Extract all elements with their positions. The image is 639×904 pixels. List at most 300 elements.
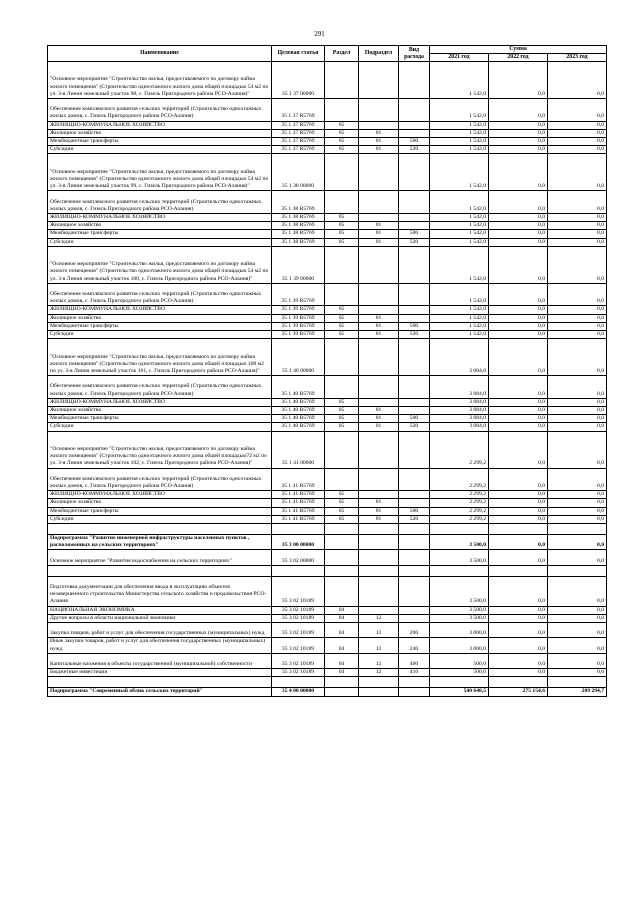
row-section: 05 [325,491,359,499]
table-row [48,322,607,330]
row-target: 35 3 02 00000 [272,550,325,565]
row-sum-2022: 0,0 [489,138,548,146]
row-sum-2021: 3 084,0 [430,407,489,415]
row-sum-2022: 0,0 [489,283,548,306]
row-section: 05 [325,146,359,154]
header-section: Раздел [325,46,359,62]
row-name: ЖИЛИЩНО-КОММУНАЛЬНОЕ ХОЗЯЙСТВО [48,491,272,499]
row-name: "Основное мероприятие "Строительство жилья, предоставляемого по договору найма жилого помещения" (Строительство одноэтажного жилого дома общей площадью 54 м2 по ул. 3-я Линия земельный участок 98, с. Гизель Пригородного района РСО-Алания)" [48,62,272,99]
row-target: 35 1 41 R5769 [272,499,325,507]
table-body [48,62,607,697]
table-row [48,535,607,550]
row-expense-type [399,246,430,283]
row-sum-2021: 1 542,0 [430,230,489,238]
row-sum-2023: 0,0 [548,314,607,322]
row-section: 04 [325,638,359,653]
row-expense-type: 500 [399,507,430,515]
row-section: 05 [325,230,359,238]
row-subsection [359,468,399,491]
row-sum-2023: 0,0 [548,653,607,668]
table-row [48,283,607,306]
row-target: 35 3 02 10189 [272,653,325,668]
row-target: 35 1 41 R5769 [272,468,325,491]
row-sum-2021: 2 299,2 [430,468,489,491]
row-target: 35 1 37 R5769 [272,121,325,129]
row-sum-2021: 1 542,0 [430,222,489,230]
row-section [325,339,359,376]
table-row [48,99,607,122]
row-sum-2022: 0,0 [489,669,548,677]
row-name: Подготовка документации для обеспечения ввода в эксплуатацию объектов незавершенного строительства Министерства сельского хозяйства и продовольствия РСО-Алания [48,576,272,606]
row-expense-type [399,491,430,499]
row-section: 05 [325,415,359,423]
row-name: Межбюджетные трансферты [48,138,272,146]
row-sum-2023: 0,0 [548,423,607,431]
spacer-cell [359,677,399,688]
spacer-row [48,524,607,535]
row-section: 05 [325,306,359,314]
page-number: 291 [314,30,325,38]
row-section: 04 [325,653,359,668]
row-expense-type: 520 [399,331,430,339]
row-target: 35 1 40 R5769 [272,415,325,423]
row-sum-2022: 0,0 [489,129,548,137]
table-row [48,246,607,283]
table-row [48,339,607,376]
row-target: 35 1 41 R5769 [272,507,325,515]
row-sum-2021: 500,0 [430,669,489,677]
table-row [48,499,607,507]
row-sum-2022: 0,0 [489,322,548,330]
row-name: Межбюджетные трансферты [48,415,272,423]
row-subsection: 01 [359,230,399,238]
row-sum-2023: 0,0 [548,468,607,491]
row-sum-2023: 0,0 [548,576,607,606]
row-sum-2021: 3 500,0 [430,614,489,622]
row-sum-2023: 0,0 [548,230,607,238]
row-target: 35 3 02 10189 [272,614,325,622]
spacer-cell [548,565,607,576]
row-sum-2021: 500,0 [430,653,489,668]
row-sum-2021: 3 500,0 [430,535,489,550]
row-section [325,535,359,550]
row-section: 05 [325,407,359,415]
row-expense-type: 410 [399,669,430,677]
row-section: 05 [325,398,359,406]
header-2021: 2021 год [430,54,489,62]
row-target: 35 4 00 00000 [272,688,325,696]
table-row [48,214,607,222]
row-subsection [359,62,399,99]
row-sum-2022: 275 154,6 [489,688,548,696]
row-sum-2021: 1 542,0 [430,314,489,322]
row-sum-2021: 1 542,0 [430,322,489,330]
table-row [48,222,607,230]
row-sum-2021: 1 542,0 [430,62,489,99]
row-subsection: 01 [359,146,399,154]
row-subsection [359,154,399,191]
spacer-cell [548,677,607,688]
row-name: Субсидии [48,423,272,431]
row-section: 05 [325,515,359,523]
table-row [48,576,607,606]
row-sum-2023: 0,0 [548,376,607,399]
row-subsection: 01 [359,129,399,137]
row-sum-2023: 0,0 [548,129,607,137]
spacer-cell [325,677,359,688]
row-section: 04 [325,623,359,638]
table-row [48,550,607,565]
row-expense-type [399,688,430,696]
row-subsection: 01 [359,322,399,330]
row-sum-2021: 1 542,0 [430,121,489,129]
row-sum-2022: 0,0 [489,146,548,154]
row-expense-type [399,283,430,306]
row-name: ЖИЛИЩНО-КОММУНАЛЬНОЕ ХОЗЯЙСТВО [48,214,272,222]
row-section [325,376,359,399]
row-sum-2023: 0,0 [548,222,607,230]
row-sum-2023: 0,0 [548,339,607,376]
row-expense-type: 400 [399,653,430,668]
row-sum-2023: 0,0 [548,331,607,339]
row-sum-2023: 0,0 [548,322,607,330]
row-section [325,576,359,606]
spacer-cell [359,565,399,576]
row-sum-2023: 0,0 [548,121,607,129]
row-section: 05 [325,322,359,330]
row-name: Закупка товаров, работ и услуг для обеспечения государственных (муниципальных) нужд [48,623,272,638]
row-sum-2021: 3 084,0 [430,376,489,399]
row-target: 35 1 38 R5769 [272,214,325,222]
spacer-cell [48,677,272,688]
row-target: 35 1 41 00000 [272,431,325,468]
row-name: Субсидии [48,331,272,339]
row-name: Бюджетные инвестиции [48,669,272,677]
row-sum-2021: 2 299,2 [430,431,489,468]
row-subsection [359,99,399,122]
row-sum-2023: 0,0 [548,246,607,283]
table-row [48,146,607,154]
table-row [48,331,607,339]
row-name: Подпрограмма "Современный облик сельских территорий" [48,688,272,696]
row-section [325,191,359,214]
row-expense-type [399,606,430,614]
row-subsection [359,214,399,222]
row-target: 35 1 41 R5769 [272,515,325,523]
row-subsection [359,191,399,214]
row-subsection [359,283,399,306]
row-sum-2023: 0,0 [548,499,607,507]
spacer-cell [399,565,430,576]
row-expense-type: 520 [399,146,430,154]
row-expense-type [399,499,430,507]
row-subsection [359,431,399,468]
row-sum-2022: 0,0 [489,214,548,222]
row-subsection: 12 [359,614,399,622]
row-target: 35 3 02 10189 [272,576,325,606]
row-subsection: 12 [359,669,399,677]
row-sum-2022: 0,0 [489,431,548,468]
row-expense-type [399,121,430,129]
row-section [325,62,359,99]
row-sum-2022: 0,0 [489,653,548,668]
row-name: НАЦИОНАЛЬНАЯ ЭКОНОМИКА [48,606,272,614]
row-sum-2021: 1 542,0 [430,214,489,222]
header-row [48,46,607,54]
row-expense-type: 520 [399,515,430,523]
row-name: Жилищное хозяйство [48,129,272,137]
row-target: 35 1 38 00000 [272,154,325,191]
row-target: 35 1 37 R5769 [272,146,325,154]
row-expense-type [399,407,430,415]
row-target: 35 1 39 R5769 [272,283,325,306]
row-subsection: 01 [359,499,399,507]
row-section [325,99,359,122]
row-target: 35 1 40 00000 [272,339,325,376]
row-sum-2021: 3 000,0 [430,638,489,653]
row-section: 05 [325,331,359,339]
spacer-cell [430,677,489,688]
row-sum-2021: 1 542,0 [430,306,489,314]
row-sum-2023: 0,0 [548,407,607,415]
row-sum-2022: 0,0 [489,535,548,550]
spacer-cell [272,565,325,576]
row-target: 35 1 37 R5769 [272,99,325,122]
row-sum-2022: 0,0 [489,507,548,515]
row-sum-2021: 1 542,0 [430,129,489,137]
header-sum: Сумма [430,46,607,54]
row-name: "Основное мероприятие "Строительство жилья, предоставляемого по договору найма жилого помещения" (Строительство одноэтажного жилого дома общей площадью 54 м2 по ул. 3-я Линия земельный участок 99, с. Гизель Пригородного района РСО-Алания)" [48,154,272,191]
row-section [325,154,359,191]
row-sum-2022: 0,0 [489,154,548,191]
table-row [48,415,607,423]
table-row [48,191,607,214]
row-sum-2022: 0,0 [489,121,548,129]
row-name: Капитальные вложения в объекты государственной (муниципальной) собственности [48,653,272,668]
row-name: Жилищное хозяйство [48,314,272,322]
row-expense-type [399,398,430,406]
row-expense-type [399,306,430,314]
row-sum-2023: 0,0 [548,99,607,122]
row-sum-2021: 1 542,0 [430,138,489,146]
row-sum-2021: 2 299,2 [430,499,489,507]
row-expense-type [399,535,430,550]
row-sum-2022: 0,0 [489,606,548,614]
row-name: "Основное мероприятие "Строительство жилья, предоставляемого по договору найма жилого помещения" (Строительство одноэтажного жилого дома общей площадью72 м2 по ул. 3-я Линия земельный участок 102, с. Гизель Пригородного района РСО-Алания)" [48,431,272,468]
row-expense-type [399,62,430,99]
row-expense-type [399,376,430,399]
table-row [48,623,607,638]
row-sum-2022: 0,0 [489,230,548,238]
row-sum-2023: 0,0 [548,283,607,306]
row-subsection [359,121,399,129]
row-subsection: 12 [359,623,399,638]
spacer-row [48,565,607,576]
row-name: Жилищное хозяйство [48,499,272,507]
table-row [48,606,607,614]
row-section: 05 [325,214,359,222]
row-subsection: 01 [359,407,399,415]
spacer-cell [325,565,359,576]
row-subsection [359,550,399,565]
row-sum-2022: 0,0 [489,515,548,523]
row-target: 35 3 02 10189 [272,669,325,677]
row-sum-2023: 0,0 [548,415,607,423]
spacer-cell [272,677,325,688]
row-sum-2023: 0,0 [548,614,607,622]
row-target: 35 1 39 R5769 [272,322,325,330]
table-row [48,314,607,322]
spacer-cell [399,524,430,535]
table-row [48,238,607,246]
row-sum-2021: 3 000,0 [430,623,489,638]
row-sum-2023: 0,0 [548,398,607,406]
row-expense-type: 500 [399,322,430,330]
spacer-cell [399,677,430,688]
row-sum-2023: 0,0 [548,669,607,677]
row-sum-2021: 1 542,0 [430,283,489,306]
table-row [48,423,607,431]
row-sum-2021: 3 500,0 [430,550,489,565]
row-sum-2022: 0,0 [489,423,548,431]
row-sum-2021: 1 542,0 [430,146,489,154]
row-sum-2022: 0,0 [489,339,548,376]
row-sum-2023: 0,0 [548,238,607,246]
spacer-cell [489,524,548,535]
row-subsection [359,576,399,606]
row-target: 35 1 39 R5769 [272,331,325,339]
row-sum-2022: 0,0 [489,398,548,406]
row-sum-2021: 1 542,0 [430,238,489,246]
row-sum-2021: 2 299,2 [430,507,489,515]
row-expense-type [399,468,430,491]
row-sum-2023: 0,0 [548,507,607,515]
row-expense-type [399,314,430,322]
row-section: 05 [325,129,359,137]
spacer-cell [272,524,325,535]
row-target: 35 1 37 R5769 [272,129,325,137]
table-row [48,614,607,622]
row-expense-type [399,129,430,137]
table-row [48,121,607,129]
row-target: 35 1 39 R5769 [272,306,325,314]
header-target: Целевая статья [272,46,325,62]
row-section: 04 [325,606,359,614]
row-section: 05 [325,222,359,230]
table-row [48,515,607,523]
row-sum-2021: 1 542,0 [430,191,489,214]
row-target: 35 1 38 R5769 [272,191,325,214]
row-sum-2022: 0,0 [489,623,548,638]
row-sum-2023: 209 294,7 [548,688,607,696]
spacer-cell [48,524,272,535]
row-subsection: 01 [359,238,399,246]
row-name: Субсидии [48,515,272,523]
table-row [48,468,607,491]
row-expense-type [399,550,430,565]
row-sum-2022: 0,0 [489,99,548,122]
header-subsection: Подраздел [359,46,399,62]
row-expense-type: 200 [399,623,430,638]
row-expense-type [399,99,430,122]
row-target: 35 1 38 R5769 [272,238,325,246]
spacer-cell [430,524,489,535]
row-target: 35 3 02 10189 [272,606,325,614]
row-sum-2022: 0,0 [489,550,548,565]
row-sum-2022: 0,0 [489,576,548,606]
row-target: 35 3 02 10189 [272,623,325,638]
row-sum-2021: 2 299,2 [430,515,489,523]
spacer-row [48,677,607,688]
row-sum-2022: 0,0 [489,62,548,99]
row-sum-2023: 0,0 [548,638,607,653]
table-row [48,62,607,99]
row-name: Иные закупки товаров, работ и услуг для обеспечения государственных (муниципальных) нужд [48,638,272,653]
row-expense-type: 500 [399,230,430,238]
row-expense-type: 500 [399,138,430,146]
row-name: ЖИЛИЩНО-КОММУНАЛЬНОЕ ХОЗЯЙСТВО [48,306,272,314]
row-sum-2023: 0,0 [548,306,607,314]
row-name: Обеспечение комплексного развития сельских территорий (Строительство одноэтажных жилых домов, с. Гизель Пригородного района РСО-Алания) [48,468,272,491]
row-section [325,468,359,491]
row-subsection: 01 [359,331,399,339]
row-expense-type: 240 [399,638,430,653]
row-sum-2021: 3 084,0 [430,415,489,423]
row-subsection: 01 [359,423,399,431]
table-row [48,154,607,191]
row-sum-2022: 0,0 [489,468,548,491]
row-section: 05 [325,138,359,146]
row-expense-type [399,154,430,191]
row-target: 35 3 00 00000 [272,535,325,550]
table-row [48,688,607,696]
row-target: 35 3 02 10189 [272,638,325,653]
row-sum-2022: 0,0 [489,499,548,507]
row-expense-type [399,222,430,230]
row-name: Межбюджетные трансферты [48,507,272,515]
row-sum-2023: 0,0 [548,146,607,154]
row-subsection: 01 [359,222,399,230]
row-section [325,283,359,306]
row-section: 05 [325,423,359,431]
table-row [48,398,607,406]
row-sum-2022: 0,0 [489,376,548,399]
spacer-cell [430,565,489,576]
table-row [48,653,607,668]
row-section: 05 [325,314,359,322]
row-sum-2023: 0,0 [548,62,607,99]
row-subsection [359,376,399,399]
spacer-cell [548,524,607,535]
row-name: Обеспечение комплексного развития сельских территорий (Строительство одноэтажных жилых домов, с. Гизель Пригородного района РСО-Алания) [48,376,272,399]
row-target: 35 1 40 R5769 [272,376,325,399]
row-expense-type [399,214,430,222]
row-name: Обеспечение комплексного развития сельских территорий (Строительство одноэтажных жилых домов, с. Гизель Пригородного района РСО-Алания) [48,99,272,122]
row-sum-2023: 0,0 [548,138,607,146]
table-row [48,491,607,499]
row-subsection [359,246,399,283]
row-target: 35 1 39 00000 [272,246,325,283]
row-sum-2023: 0,0 [548,606,607,614]
row-section [325,431,359,468]
header-name: Наименование [48,46,272,62]
row-sum-2021: 1 542,0 [430,331,489,339]
row-name: "Основное мероприятие "Строительство жилья, предоставляемого по договору найма жилого помещения" (Строительство одноэтажного жилого дома общей площадью 108 м2 по ул. 3-я Линия земельный участок 101, с. Гизель Пригородного района РСО-Алания)" [48,339,272,376]
row-name: Субсидии [48,146,272,154]
row-name: Обеспечение комплексного развития сельских территорий (Строительство одноэтажных жилых домов, с. Гизель Пригородного района РСО-Алания) [48,191,272,214]
row-target: 35 1 37 00000 [272,62,325,99]
row-section: 04 [325,614,359,622]
